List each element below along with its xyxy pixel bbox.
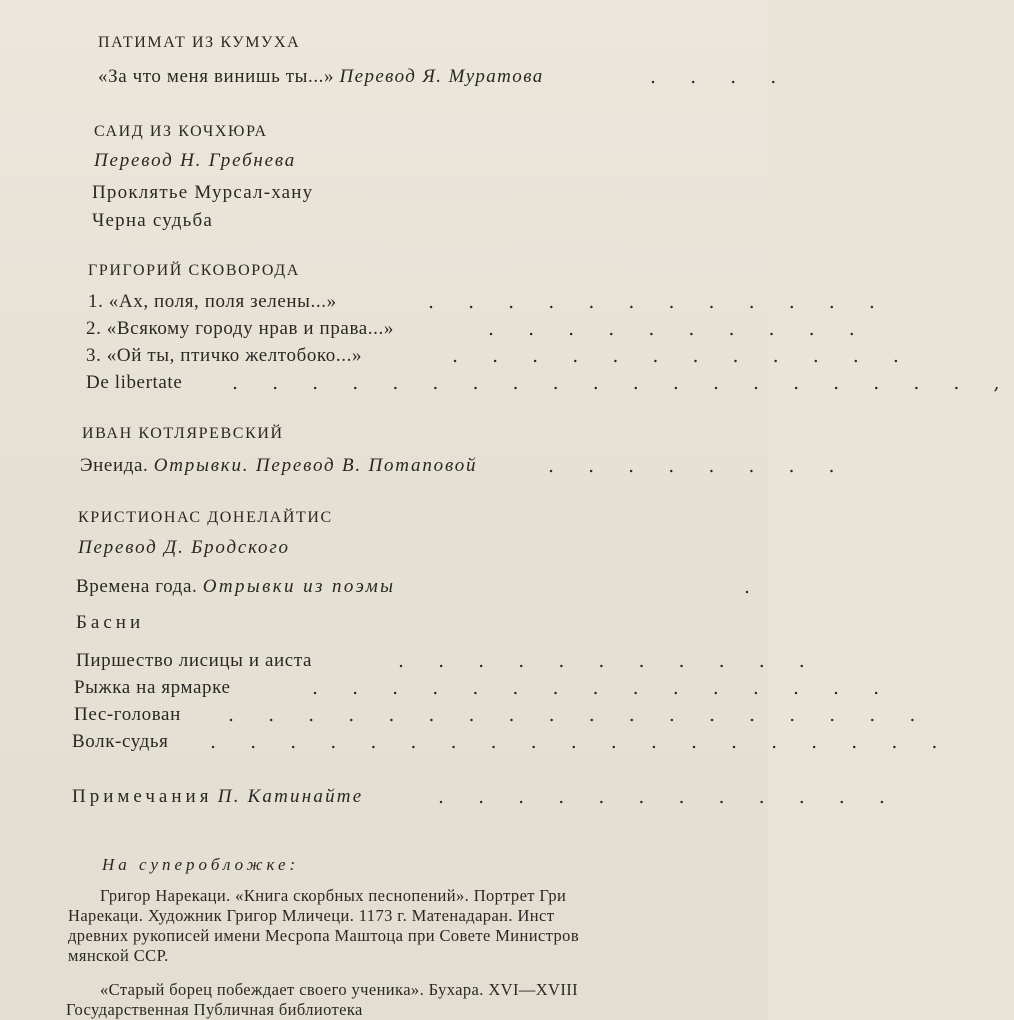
- leader-dots: . . . . . . . . . .: [488, 318, 869, 340]
- entry-author: П. Катинайте: [217, 786, 364, 807]
- leader-dots: . . . . . . . . . . . .: [438, 786, 899, 808]
- cover-paragraph-1-line-2: Нарекаци. Художник Григор Мличеци. 1173 г. Матенадаран. Инст: [68, 906, 555, 925]
- entry-title: Энеида.: [80, 455, 149, 476]
- leader-dots: . . . . . . . .: [548, 455, 849, 477]
- entry-fable-1: Пиршество лисицы и аиста: [76, 650, 313, 671]
- entry-note: Отрывки из поэмы: [202, 576, 396, 597]
- translator-donelaitis: Перевод Д. Бродского: [78, 537, 290, 558]
- leader-dots: . . . . . . . . . . . . . . . . . . . ,: [232, 372, 1014, 394]
- entry-said-2: Черна судьба: [92, 210, 213, 231]
- leader-dots: . . . . . . . . . . . .: [428, 291, 889, 313]
- entry-patimat: [98, 66, 544, 88]
- leader-dots: . . . . . . . . . . . . . . . . . . .: [210, 731, 952, 753]
- leader-dots: . . . . . . . . . . . . . . . . . .: [228, 704, 930, 726]
- entry-said-1: Проклятье Мурсал-хану: [92, 182, 314, 203]
- leader-dots: . . . .: [650, 66, 791, 88]
- entry-skovoroda-1: 1. «Ах, поля, поля зелены...»: [88, 291, 337, 312]
- entry-title: «За что меня винишь ты...»: [98, 66, 335, 87]
- entry-skovoroda-4: De libertate: [86, 372, 183, 393]
- cover-heading: На суперобложке:: [102, 855, 300, 874]
- section-heading-patimat: ПАТИМАТ ИЗ КУМУХА: [98, 34, 301, 51]
- entry-fable-2: Рыжка на ярмарке: [74, 677, 231, 698]
- cover-paragraph-1-line-3: древних рукописей имени Месропа Маштоца при Совете Министров: [68, 926, 580, 945]
- section-heading-said: САИД ИЗ КОЧХЮРА: [94, 123, 268, 140]
- entry-note: Отрывки. Перевод В. Потаповой: [153, 455, 478, 476]
- leader-dots: . . . . . . . . . . .: [398, 650, 819, 672]
- translator-said: Перевод Н. Гребнева: [94, 150, 297, 171]
- cover-paragraph-2-line-2: Государственная Публичная библиотека: [66, 1000, 363, 1019]
- cover-paragraph-1-line-1: Григор Нарекаци. «Книга скорбных песнопений». Портрет Гри: [100, 886, 567, 905]
- entry-skovoroda-2: 2. «Всякому городу нрав и права...»: [86, 318, 394, 339]
- fables-heading: Басни: [76, 612, 145, 633]
- entry-title: Времена года.: [76, 576, 198, 597]
- entry-notes: [72, 786, 363, 808]
- entry-fable-4: Волк-судья: [72, 731, 169, 752]
- cover-paragraph-1-line-4: мянской ССР.: [68, 946, 169, 965]
- leader-dots: . . . . . . . . . . . .: [452, 345, 913, 367]
- entry-fable-3: Пес-голован: [74, 704, 181, 725]
- section-heading-skovoroda: ГРИГОРИЙ СКОВОРОДА: [88, 262, 300, 279]
- section-heading-donelaitis: КРИСТИОНАС ДОНЕЛАЙТИС: [78, 509, 333, 526]
- entry-title: Примечания: [72, 786, 213, 807]
- entry-kotlyarevsky: [80, 455, 477, 477]
- leader-dots: . . . . . . . . . . . . . . .: [312, 677, 894, 699]
- entry-skovoroda-3: 3. «Ой ты, птичко желтобоко...»: [86, 345, 363, 366]
- leader-dots: .: [744, 576, 765, 598]
- entry-donelaitis-poem: [76, 576, 395, 598]
- entry-translator: Перевод Я. Муратова: [339, 66, 544, 87]
- section-heading-kotlyarevsky: ИВАН КОТЛЯРЕВСКИЙ: [82, 425, 284, 442]
- cover-paragraph-2-line-1: «Старый борец побеждает своего ученика». Бухара. XVI—XVIII: [100, 980, 579, 999]
